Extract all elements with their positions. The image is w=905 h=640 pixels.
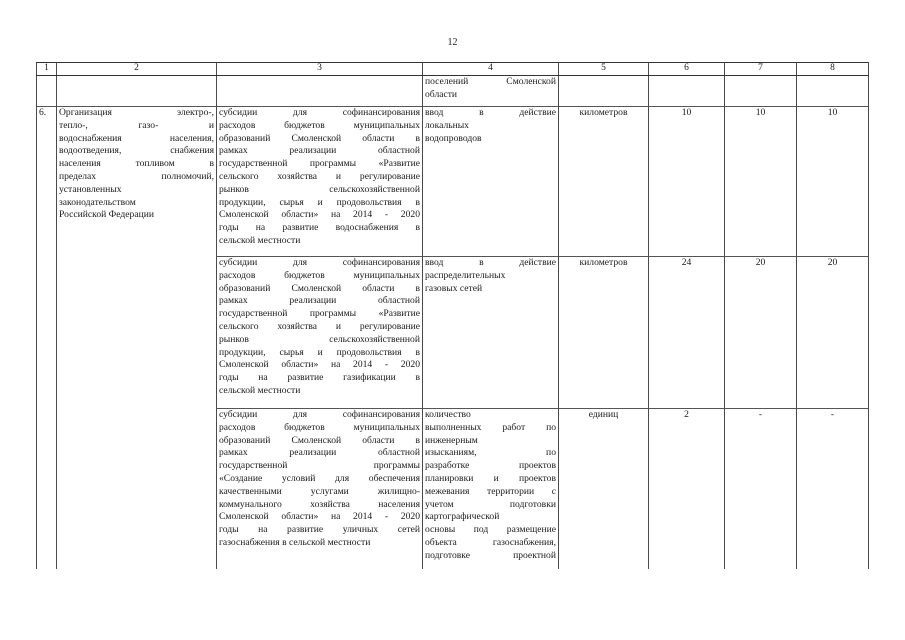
value-col-7: 20 [725,257,797,409]
header-col-6: 6 [649,63,725,76]
indicator-table [36,62,869,569]
header-col-7: 7 [725,63,797,76]
funding-source: субсидии для софинансирования расходов бюджетов муниципальных образований Смоленской области в рамках реализации областной государственной программы «Развитие сельского хозяйства и регулирование рынков сельскохозяйственной продукции, сырья и продовольствия в Смоленской области» на 2014 - 2020 годы на развитие газификации в сельской местности [217,257,423,409]
value-col-7: - [725,409,797,569]
value-col-7: 10 [725,107,797,257]
table-row [37,107,869,257]
value-col-8: - [797,409,869,569]
indicator-name: количество выполненных работ по инженерным изысканиям, по разработке проектов планировки и проектов межевания территории с учетом подготовки картографической основы под размещение объекта газоснабжения, подготовке проектной [423,409,559,569]
header-col-3: 3 [217,63,423,76]
unit: единиц [559,409,649,569]
value-col-8: 20 [797,257,869,409]
unit: километров [559,107,649,257]
activity-name: Организация электро-, тепло-, газо- и водоснабжения населения, водоотведения, снабжения населения топливом в пределах полномочий, установленных законодательством Российской Федерации [57,107,217,569]
indicator-name: ввод в действие локальных водопроводов [423,107,559,257]
continuation-text: поселений Смоленской области [423,76,559,107]
value-col-8: 10 [797,107,869,257]
row-number: 6. [37,107,57,569]
header-col-8: 8 [797,63,869,76]
value-col-6: 10 [649,107,725,257]
header-col-1: 1 [37,63,57,76]
unit: километров [559,257,649,409]
value-col-6: 24 [649,257,725,409]
continuation-row [37,76,869,107]
value-col-6: 2 [649,409,725,569]
header-col-5: 5 [559,63,649,76]
header-col-4: 4 [423,63,559,76]
funding-source: субсидии для софинансирования расходов бюджетов муниципальных образований Смоленской области в рамках реализации областной государственной программы «Создание условий для обеспечения качественными услугами жилищно- коммунального хозяйства населения Смоленской области» на 2014 - 2020 годы на развитие уличных сетей газоснабжения в сельской местности [217,409,423,569]
page-number: 12 [447,37,458,48]
header-col-2: 2 [57,63,217,76]
funding-source: субсидии для софинансирования расходов бюджетов муниципальных образований Смоленской области в рамках реализации областной государственной программы «Развитие сельского хозяйства и регулирование рынков сельскохозяйственной продукции, сырья и продовольствия в Смоленской области» на 2014 - 2020 годы на развитие водоснабжения в сельской местности [217,107,423,257]
indicator-name: ввод в действие распределительных газовых сетей [423,257,559,409]
header-row [37,63,869,76]
